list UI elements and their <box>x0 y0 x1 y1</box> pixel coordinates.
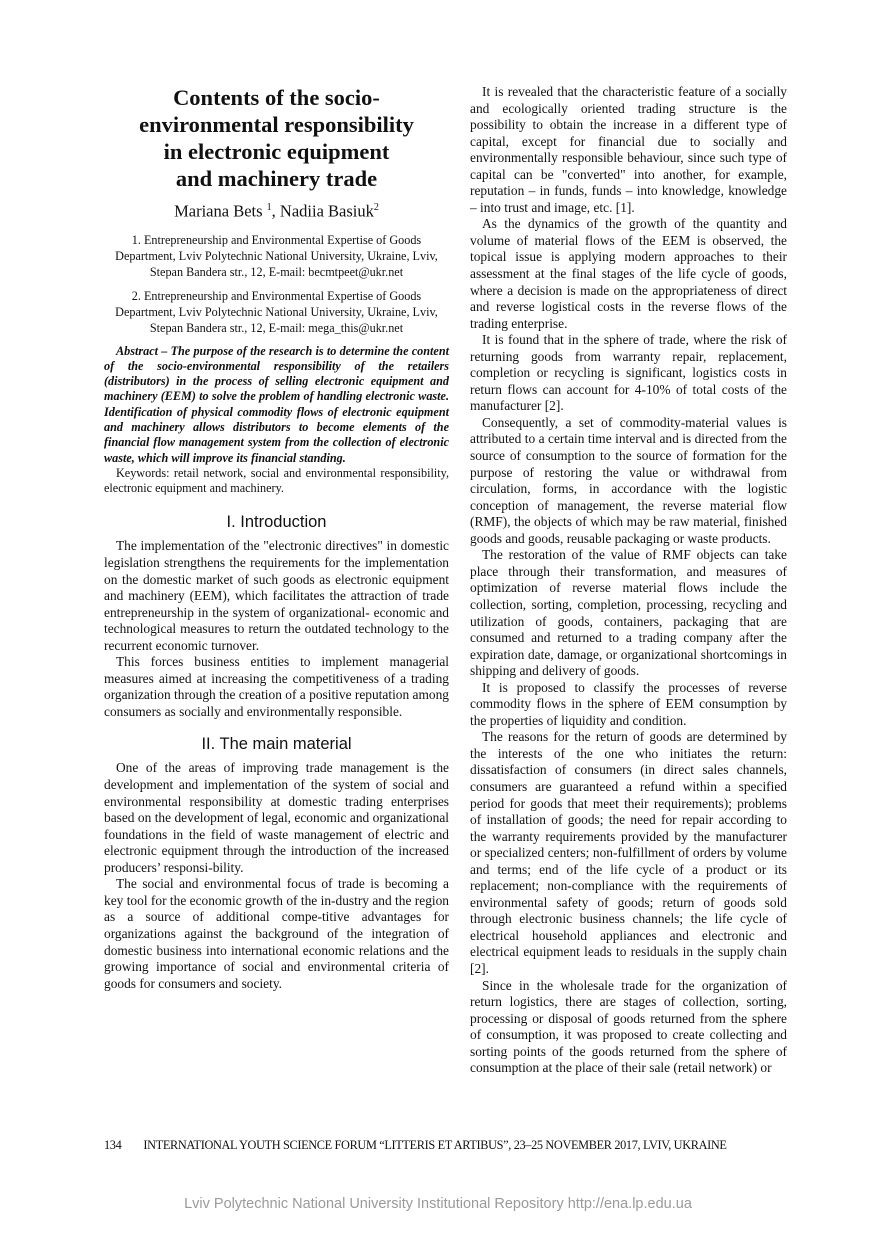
paragraph: The implementation of the "electronic directives" in domestic legislation strengthens the requirements for the implementation on the domestic market of such goods as electronic equipment and machinery (EEM), which facilitates the attraction of trade entrepreneurship in the system of organizational- economic and technological measures to return the outdated technology to the recurrent economic turnover. <box>104 538 449 653</box>
paragraph: Since in the wholesale trade for the organization of return logistics, there are stages of collection, sorting, processing or disposal of goods returned from the sphere of consumption, it was proposed to create collecting and sorting points of the goods returned from the sphere of consumption at the place of their sale (retail network) or <box>470 977 787 1076</box>
author-2: , Nadiia Basiuk <box>271 201 374 221</box>
title-line: Contents of the socio- <box>173 85 380 110</box>
paragraph: The social and environmental focus of trade is becoming a key tool for the economic growth of the in-dustry and the region as a source of additional compe-titive advantages for organizations against the background of the integration of domestic business into international economic relations and the growing importance of social and environmental criteria of goods for consumers and society. <box>104 876 449 991</box>
section-heading-introduction: I. Introduction <box>226 513 327 532</box>
author-1-mark: 1 <box>266 202 272 213</box>
paragraph: It is revealed that the characteristic feature of a socially and ecologically oriented trading structure is the possibility to obtain the increase in a different type of capital, except for financial due to socially and environmentally responsible behaviour, since such type of capital can be "converted" into another, for example, reputation – in funds, funds – into knowledge, knowledge – into trust and image, etc. [1]. <box>470 84 787 215</box>
title-line: and machinery trade <box>175 166 378 191</box>
right-column <box>470 84 787 1077</box>
paragraph: It is found that in the sphere of trade, where the risk of returning goods from warranty repair, replacement, completion or recycling is significant, logistics costs in return flows can account for 4-10% of total costs of the manufacturer [2]. <box>470 332 787 414</box>
paragraph: One of the areas of improving trade management is the development and implementation of the system of social and environmental responsibility at domestic trading enterprises based on the development of legal, economic and organizational foundations in the field of waste management of electric and electronic equipment through the introduction of the increased producers’ responsi-bility. <box>104 760 449 875</box>
repository-watermark: Lviv Polytechnic National University Institutional Repository http://ena.lp.edu.ua <box>184 1196 692 1212</box>
page-footer <box>104 1138 727 1153</box>
paragraph: Consequently, a set of commodity-material values is attributed to a certain time interval and is directed from the source of consumption to the source of formation for the purpose of restoring the value or withdrawal from circulation, forms, in accordance with the logistic conception of management, the reverse material flow (RMF), the objects of which may be raw material, finished goods and goods, reusable packaging or waste products. <box>470 414 787 546</box>
left-column <box>104 84 449 992</box>
paragraph: It is proposed to classify the processes of reverse commodity flows in the sphere of EEM consumption by the properties of liquidity and condition. <box>470 679 787 728</box>
section-heading-main-material: II. The main material <box>201 735 352 754</box>
affiliation-2: 2. Entrepreneurship and Environmental Expertise of Goods Department, Lviv Polytechnic National University, Ukraine, Lviv, Stepan Bandera str., 12, E-mail: mega_this@ukr.net <box>115 288 438 335</box>
title-line: environmental responsibility <box>139 112 414 137</box>
author-1: Mariana Bets <box>174 201 267 221</box>
affiliation-1: 1. Entrepreneurship and Environmental Expertise of Goods Department, Lviv Polytechnic National University, Ukraine, Lviv, Stepan Bandera str., 12, E-mail: becmtpeet@ukr.net <box>115 232 438 279</box>
abstract: Abstract – The purpose of the research is to determine the content of the socio-environmental responsibility of the retailers (distributors) in the process of selling electronic equipment and machinery (EEM) to solve the problem of handling electronic waste. Identification of physical commodity flows of electronic equipment and machinery allows distributors to become elements of the financial flow management system from the collection of electronic waste, which will improve its financial standing. <box>104 343 449 465</box>
conference-name: INTERNATIONAL YOUTH SCIENCE FORUM “LITTERIS ET ARTIBUS”, 23–25 NOVEMBER 2017, LVIV, UKRAINE <box>143 1138 727 1152</box>
paragraph: As the dynamics of the growth of the quantity and volume of material flows of the EEM is observed, the topical issue is applying modern approaches to their assessment at the final stages of the life cycle of goods, where a decision is made on the appropriateness of direct and reverse logistical costs in the reverse flows of the trading enterprise. <box>470 216 787 331</box>
paragraph: The reasons for the return of goods are determined by the interests of the one who initiates the return: dissatisfaction of consumers (in direct sales channels, consumers are guaranteed a refund within a specified period for goods that meet their requirements); problems of installation of goods; the need for repair according to the warranty requirements provided by the manufacturer or specialized centers; non-fulfillment of orders by volume and terms; end of the life cycle of a product or its replacement; non-compliance with the requirements of environmental safety of goods; return of goods sold through electronic business channels; the life cycle of electrical household appliances and electronic and electrical equipment leads to residuals in the supply chain [2]. <box>470 729 787 976</box>
authors <box>104 198 449 222</box>
title-line: in electronic equipment <box>163 139 390 164</box>
paragraph: This forces business entities to implement managerial measures aimed at increasing the competitiveness of a trading organization through the creation of a positive reputation among consumers as socially and environmentally responsible. <box>104 654 449 719</box>
keywords: Keywords: retail network, social and environmental responsibility, electronic equipment and machinery. <box>104 465 449 496</box>
page-number: 134 <box>104 1138 122 1152</box>
author-2-mark: 2 <box>373 202 379 213</box>
paragraph: The restoration of the value of RMF objects can take place through their transformation, and measures of optimization of reverse material flows include the collection, sorting, completion, processing, recycling and utilization of goods, containers, packaging that are consumed and returned to a trading company after the expiration date, damage, or organizational shortcomings in shipping and delivery of goods. <box>470 547 787 679</box>
paper-title <box>104 84 449 192</box>
